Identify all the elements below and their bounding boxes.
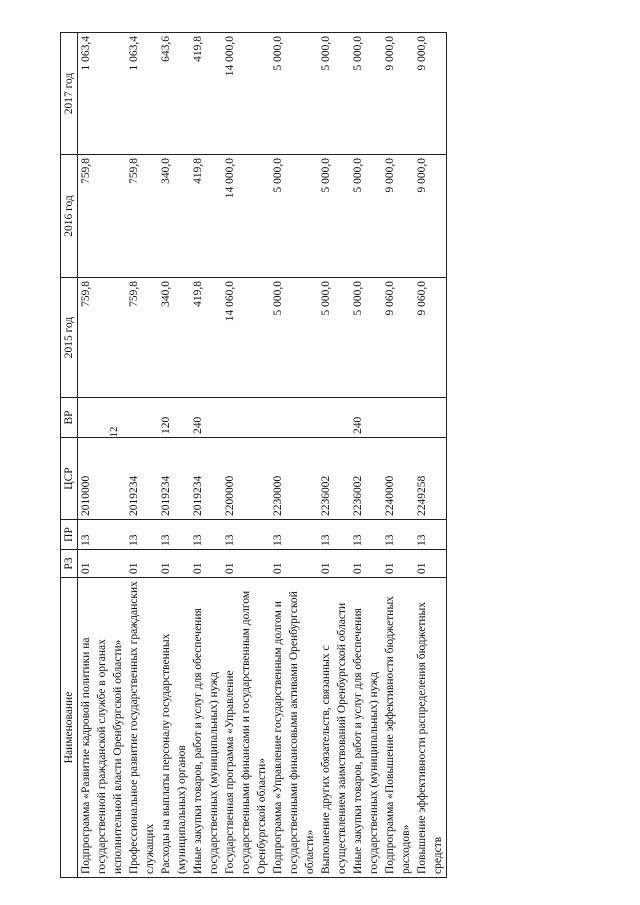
- cell-rz: 01: [158, 550, 190, 578]
- header-name: Наименование: [61, 578, 78, 878]
- table-row: [270, 33, 318, 878]
- table-row: [78, 33, 127, 878]
- cell-pr: 13: [270, 520, 318, 550]
- cell-csr: 2019234: [126, 438, 158, 520]
- cell-rz: 01: [222, 550, 270, 578]
- cell-y2016: 340,0: [158, 155, 190, 278]
- cell-pr: 13: [318, 520, 350, 550]
- cell-rz: 01: [190, 550, 222, 578]
- cell-y2015: 340,0: [158, 278, 190, 398]
- header-rz: РЗ: [61, 550, 78, 578]
- cell-vr: 120: [158, 398, 190, 438]
- cell-rz: 01: [126, 550, 158, 578]
- header-vr: ВР: [61, 398, 78, 438]
- cell-pr: 13: [190, 520, 222, 550]
- cell-y2015: 759,8: [126, 278, 158, 398]
- rotated-page: [60, 33, 560, 878]
- cell-csr: 2236002: [318, 438, 350, 520]
- cell-y2015: 9 060,0: [382, 278, 414, 398]
- cell-vr: [222, 398, 270, 438]
- cell-csr: 2230000: [270, 438, 318, 520]
- cell-y2016: 5 000,0: [270, 155, 318, 278]
- cell-name: Подпрограмма «Развитие кадровой политики на государственной гражданской службе в органах исполнительной власти Оренбургской области»: [78, 578, 127, 878]
- cell-y2016: 5 000,0: [318, 155, 350, 278]
- cell-name: Подпрограмма «Повышение эффективности бюджетных расходов»: [382, 578, 414, 878]
- cell-y2016: 759,8: [78, 155, 127, 278]
- cell-rz: 01: [414, 550, 447, 578]
- header-2016: 2016 год: [61, 155, 78, 278]
- cell-y2017: 5 000,0: [350, 33, 382, 155]
- cell-y2016: 759,8: [126, 155, 158, 278]
- cell-pr: 13: [158, 520, 190, 550]
- cell-vr: [126, 398, 158, 438]
- cell-csr: 2010000: [78, 438, 127, 520]
- cell-y2017: 9 000,0: [414, 33, 447, 155]
- cell-csr: 2236002: [350, 438, 382, 520]
- table-row: [158, 33, 190, 878]
- header-2017: 2017 год: [61, 33, 78, 155]
- cell-name: Профессиональное развитие государственных гражданских служащих: [126, 578, 158, 878]
- cell-y2015: 14 060,0: [222, 278, 270, 398]
- cell-vr: [270, 398, 318, 438]
- cell-rz: 01: [78, 550, 127, 578]
- cell-csr: 2019234: [158, 438, 190, 520]
- cell-y2017: 1 063,4: [126, 33, 158, 155]
- cell-y2016: 9 000,0: [382, 155, 414, 278]
- cell-y2015: 5 000,0: [270, 278, 318, 398]
- cell-y2017: 14 000,0: [222, 33, 270, 155]
- header-2015: 2015 год: [61, 278, 78, 398]
- cell-rz: 01: [318, 550, 350, 578]
- cell-pr: 13: [78, 520, 127, 550]
- cell-rz: 01: [270, 550, 318, 578]
- cell-y2015: 5 000,0: [318, 278, 350, 398]
- cell-y2016: 14 000,0: [222, 155, 270, 278]
- cell-vr: [382, 398, 414, 438]
- cell-vr: [414, 398, 447, 438]
- cell-y2016: 5 000,0: [350, 155, 382, 278]
- cell-y2017: 5 000,0: [318, 33, 350, 155]
- cell-y2015: 419,8: [190, 278, 222, 398]
- cell-csr: 2200000: [222, 438, 270, 520]
- cell-pr: 13: [382, 520, 414, 550]
- cell-y2016: 419,8: [190, 155, 222, 278]
- header-row: [61, 33, 78, 878]
- cell-y2017: 5 000,0: [270, 33, 318, 155]
- header-csr: ЦСР: [61, 438, 78, 520]
- table-row: [222, 33, 270, 878]
- cell-y2017: 419,8: [190, 33, 222, 155]
- cell-pr: 13: [414, 520, 447, 550]
- budget-table: [60, 32, 447, 878]
- cell-y2015: 9 060,0: [414, 278, 447, 398]
- cell-name: Подпрограмма «Управление государственным долгом и государственными финансовыми активами Оренбургской области»: [270, 578, 318, 878]
- header-pr: ПР: [61, 520, 78, 550]
- cell-pr: 13: [222, 520, 270, 550]
- cell-csr: 2019234: [190, 438, 222, 520]
- cell-y2017: 1 063,4: [78, 33, 127, 155]
- cell-rz: 01: [350, 550, 382, 578]
- cell-vr: 240: [190, 398, 222, 438]
- cell-name: Расходы на выплаты персоналу государственных (муниципальных) органов: [158, 578, 190, 878]
- cell-csr: 2240000: [382, 438, 414, 520]
- cell-csr: 2249258: [414, 438, 447, 520]
- table-row: [382, 33, 414, 878]
- cell-y2015: 5 000,0: [350, 278, 382, 398]
- cell-name: Выполнение других обязательств, связанных с осуществлением заимствований Оренбургской области: [318, 578, 350, 878]
- cell-y2016: 9 000,0: [414, 155, 447, 278]
- cell-pr: 13: [126, 520, 158, 550]
- table-body: [78, 33, 447, 878]
- cell-y2015: 759,8: [78, 278, 127, 398]
- cell-name: Иные закупки товаров, работ и услуг для обеспечения государственных (муниципальных) нужд: [190, 578, 222, 878]
- cell-rz: 01: [382, 550, 414, 578]
- cell-name: Повышение эффективности распределения бюджетных средств: [414, 578, 447, 878]
- page-number: 12: [108, 426, 120, 438]
- cell-vr: [318, 398, 350, 438]
- cell-name: Иные закупки товаров, работ и услуг для обеспечения государственных (муниципальных) нужд: [350, 578, 382, 878]
- cell-vr: 240: [350, 398, 382, 438]
- table-row: [126, 33, 158, 878]
- cell-vr: [78, 398, 127, 438]
- cell-y2017: 643,6: [158, 33, 190, 155]
- cell-y2017: 9 000,0: [382, 33, 414, 155]
- cell-name: Государственная программа «Управление государственными финансами и государственным долгом Оренбургской области»: [222, 578, 270, 878]
- table-row: [190, 33, 222, 878]
- cell-pr: 13: [350, 520, 382, 550]
- table-row: [318, 33, 350, 878]
- table-row: [414, 33, 447, 878]
- table-row: [350, 33, 382, 878]
